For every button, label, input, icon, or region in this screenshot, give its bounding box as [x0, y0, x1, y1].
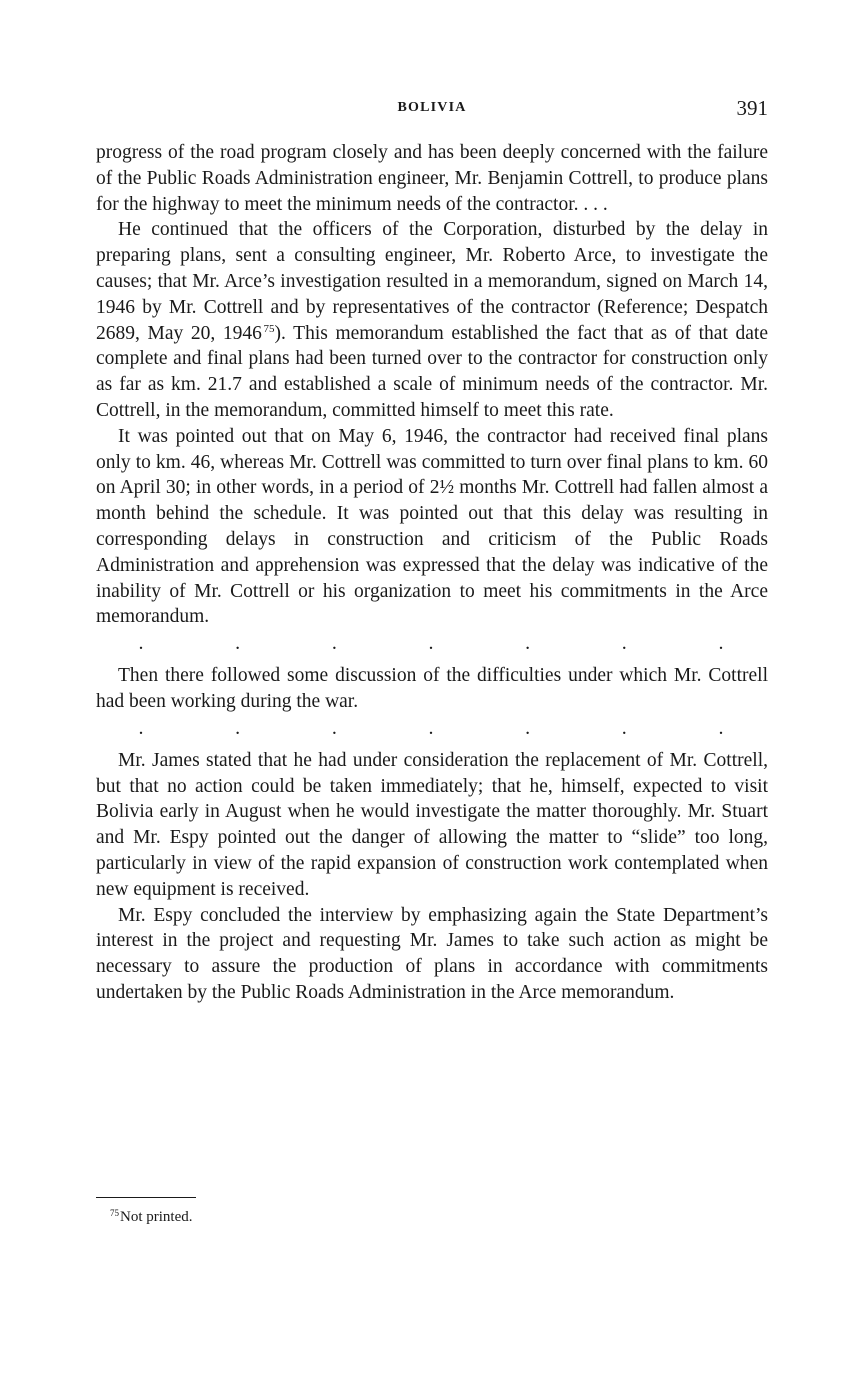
ellipsis-dot: .	[235, 632, 241, 655]
running-title: BOLIVIA	[397, 100, 467, 115]
ellipsis-dot: .	[331, 632, 337, 655]
ellipsis-dot: .	[235, 716, 241, 739]
paragraph-4: Then there followed some discussion of the difficulties under which Mr. Cottrell had been working during the war.	[96, 665, 768, 712]
paragraph-2-text-b: ). This memorandum established the fact that as of that date complete and final plans had been turned over to the contractor for construction only as far as km. 21.7 and established a scale of minimum needs of the contractor. Mr. Cottrell, in the memorandum, committed himself to meet this rate.	[96, 322, 768, 421]
paragraph-5: Mr. James stated that he had under consideration the replacement of Mr. Cottrell, but that no action could be taken immediately; that he, himself, expected to visit Bolivia early in August when he would investigate the matter thoroughly. Mr. Stuart and Mr. Espy pointed out the danger of allowing the matter to “slide” too long, particularly in view of the rapid expansion of construction work contemplated when new equipment is received.	[96, 749, 768, 900]
paragraph-1: progress of the road program closely and has been deeply concerned with the failure of the Public Roads Administration engineer, Mr. Benjamin Cottrell, to produce plans for the highway to meet the minimum needs of the contractor. . . .	[96, 142, 768, 215]
ellipsis-dot: .	[525, 716, 531, 739]
ellipsis-dot: .	[525, 632, 531, 655]
footnote-text: Not printed.	[120, 1209, 193, 1225]
ellipsis-dot: .	[428, 716, 434, 739]
body-text	[96, 140, 768, 1006]
footnote	[110, 1207, 193, 1227]
ellipsis-dot: .	[718, 632, 724, 655]
ellipsis-dot: .	[428, 632, 434, 655]
paragraph-3-text-a: It was pointed out that on May 6, 1946, the contractor had received final plans only to km. 46, whereas Mr. Cottrell was committed to turn over final plans to km. 60 on April 30; in other words, in a period of	[96, 425, 768, 499]
paragraph-6: Mr. Espy concluded the interview by emphasizing again the State Department’s interest in the project and requesting Mr. James to take such action as might be necessary to assure the production of plans in accordance with commitments undertaken by the Public Roads Administration in the Arce memorandum.	[96, 904, 768, 1003]
ellipsis-dot: .	[138, 716, 144, 739]
footnote-reference: 75	[263, 322, 275, 335]
ellipsis-separator-1	[96, 630, 768, 663]
paragraph-2-text-a: He continued that the officers of the Corporation, disturbed by the delay in preparing plans, sent a consulting engineer, Mr. Roberto Arce, to investigate the causes; that Mr. Arce’s investigation resulted in a memorandum, signed on March 14, 1946 by Mr. Cottrell and by representatives of the contractor (Reference; Despatch 2689, May 20, 1946	[96, 219, 768, 344]
ellipsis-separator-2	[96, 715, 768, 748]
ellipsis-dot: .	[621, 632, 627, 655]
ellipsis-dot: .	[138, 632, 144, 655]
ellipsis-dot: .	[331, 716, 337, 739]
running-head	[96, 96, 768, 122]
ellipsis-dot: .	[718, 716, 724, 739]
fraction-two-and-a-half: 2½	[429, 477, 455, 499]
footnote-rule	[96, 1197, 196, 1198]
footnote-number: 75	[110, 1208, 119, 1218]
paragraph-3-text-b: months Mr. Cottrell had fallen almost a month behind the schedule. It was pointed out that this delay was resulting in corresponding delays in construction and criticism of the Public Roads Administration and apprehension was expressed that the delay was indicative of the inability of Mr. Cottrell or his organization to meet his commitments in the Arce memorandum.	[96, 477, 769, 628]
paragraph-2	[96, 217, 768, 423]
ellipsis-dot: .	[621, 716, 627, 739]
page-number: 391	[736, 96, 768, 120]
paragraph-3	[96, 424, 768, 630]
